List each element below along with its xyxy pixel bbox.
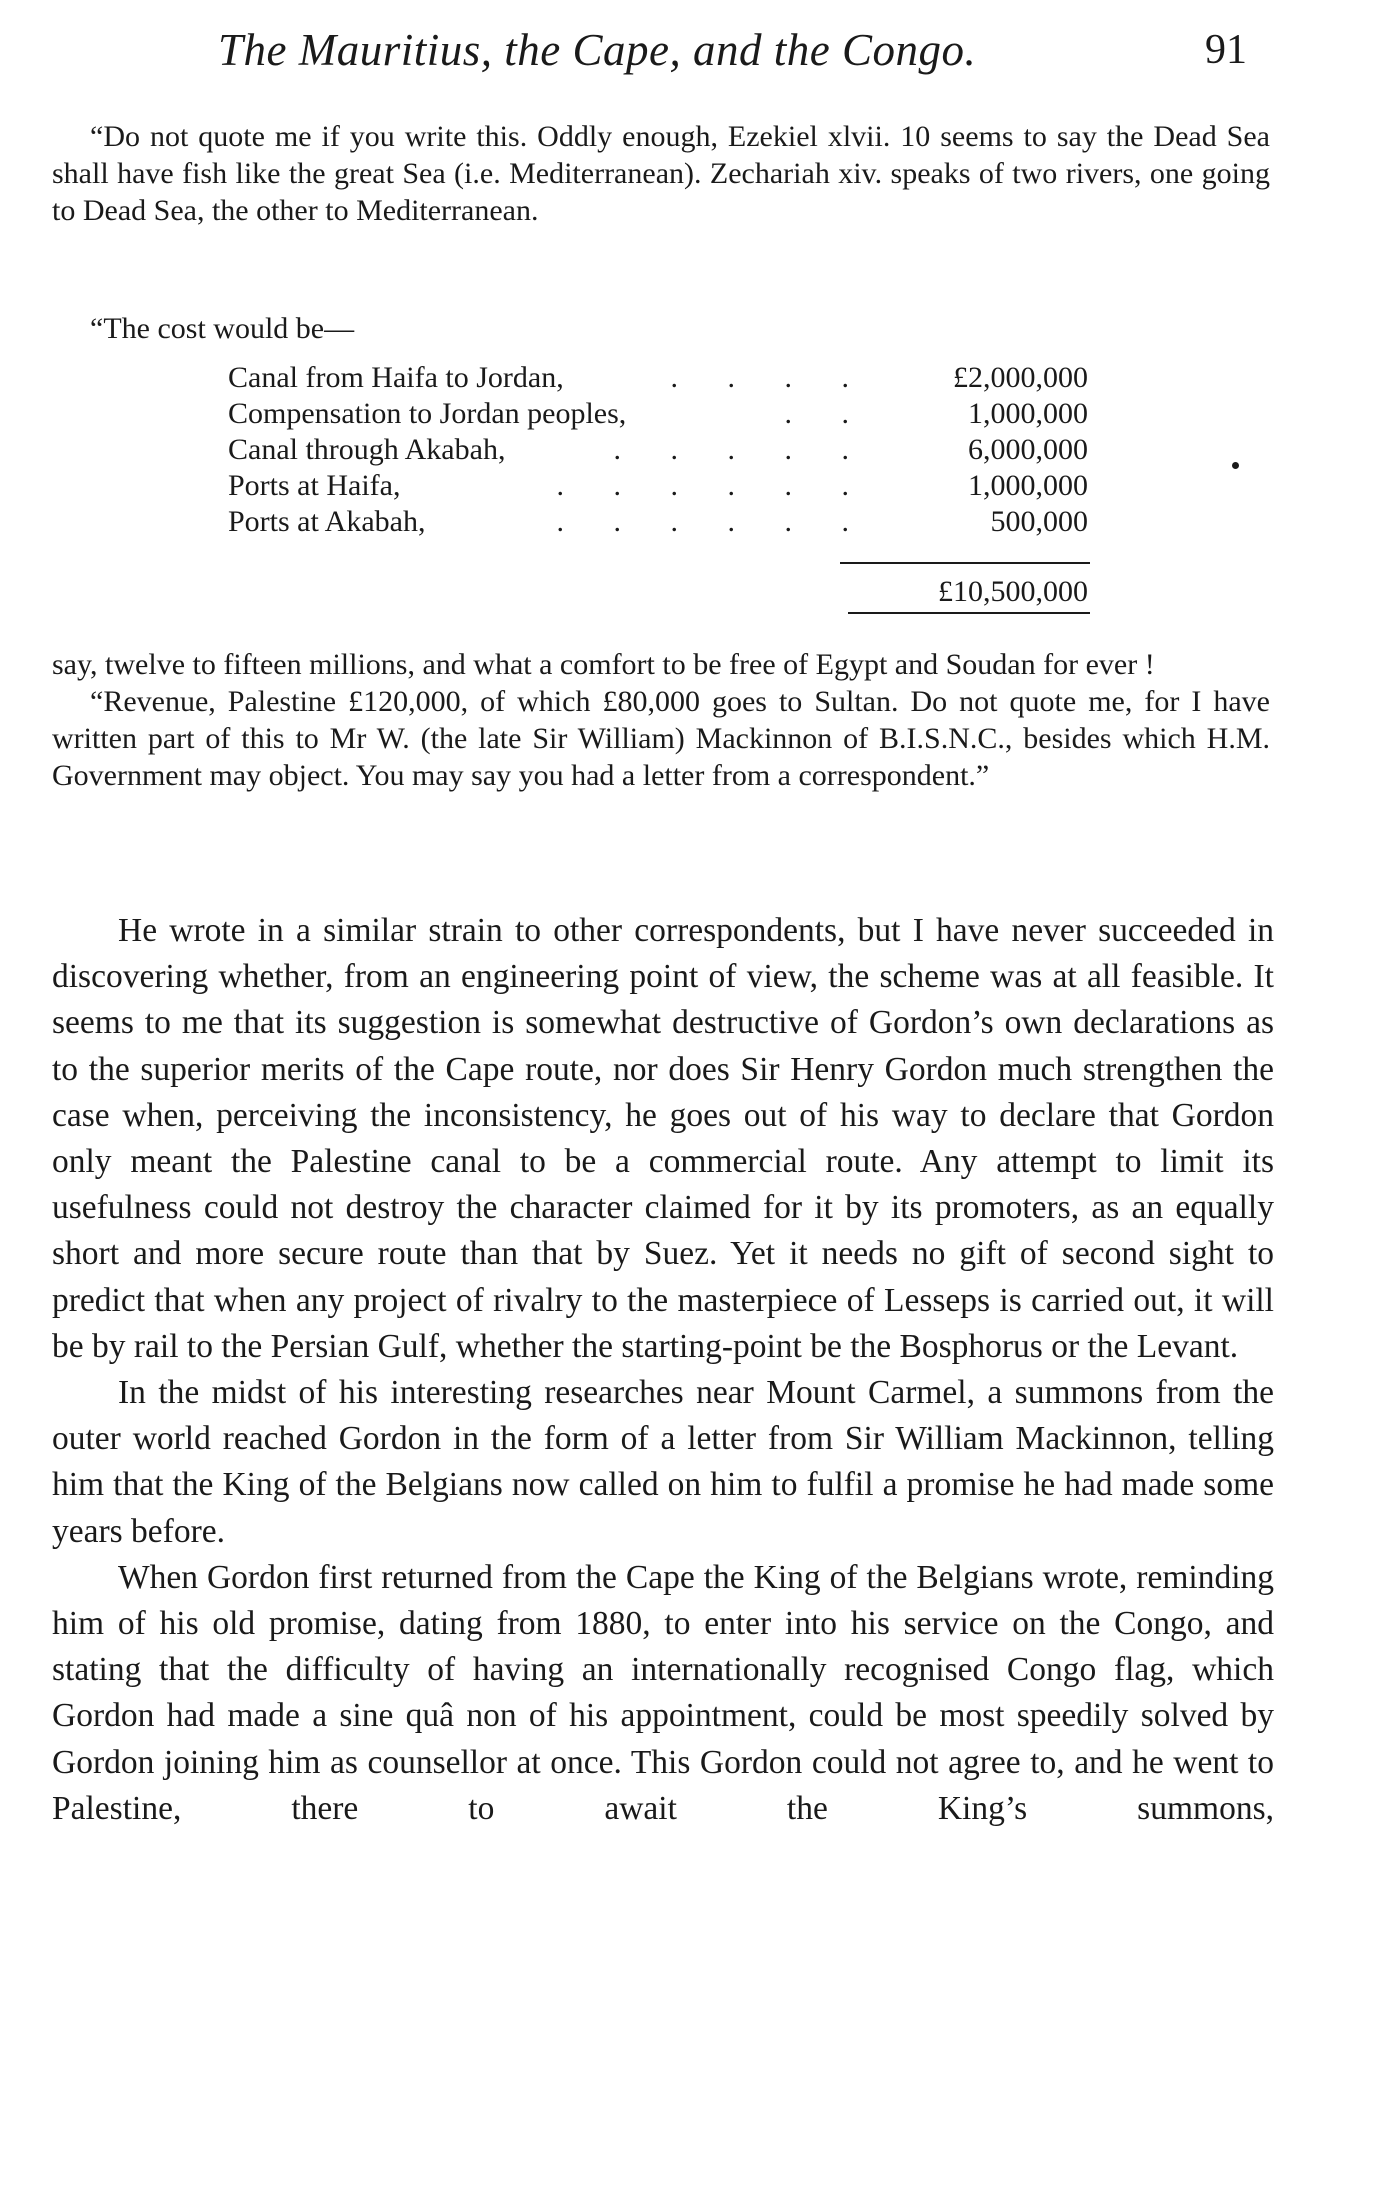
cost-item-label: Canal through Akabah, bbox=[228, 433, 506, 466]
leader-dots: . . . . . . bbox=[556, 469, 870, 502]
cost-row bbox=[228, 396, 1088, 432]
body-paragraph: He wrote in a similar strain to other correspondents, but I have never succeeded in discovering whether, from an engineering point of view, the scheme was at all feasible. It seems to me that its suggestion is somewhat destructive of Gordon’s own declarations as to the superior merits of the Cape route, nor does Sir Henry Gordon much strengthen the case when, perceiving the inconsistency, he goes out of his way to declare that Gordon only meant the Palestine canal to be a commercial route. Any attempt to limit its usefulness could not destroy the character claimed for it by its promoters, as an equally short and more secure route than that by Suez. Yet it needs no gift of second sight to predict that when any project of rivalry to the masterpiece of Lesseps is carried out, it will be by rail to the Persian Gulf, whether the starting-point be the Bosphorus or the Levant. bbox=[52, 912, 1274, 1365]
page-header bbox=[0, 18, 1395, 78]
sum-rule bbox=[840, 562, 1090, 564]
cost-intro: “The cost would be— bbox=[90, 312, 355, 345]
body-text bbox=[52, 908, 1274, 1832]
leader-dots: . . . . . bbox=[613, 433, 870, 466]
cost-item-label: Canal from Haifa to Jordan, bbox=[228, 361, 564, 394]
cost-table bbox=[228, 360, 1088, 540]
cost-item-amount: 1,000,000 bbox=[968, 469, 1088, 502]
cost-item-amount: 500,000 bbox=[990, 505, 1088, 538]
total-underline bbox=[848, 612, 1090, 614]
leader-dots: . . . . bbox=[670, 361, 870, 394]
cost-item-label: Ports at Akabah, bbox=[228, 505, 426, 538]
cost-row bbox=[228, 504, 1088, 540]
page-number: 91 bbox=[1205, 27, 1247, 73]
quoted-letter-opening bbox=[52, 118, 1270, 229]
cost-item-label: Ports at Haifa, bbox=[228, 469, 401, 502]
body-paragraph: When Gordon first returned from the Cape the King of the Belgians wrote, reminding him of his old promise, dating from 1880, to enter into his service on the Congo, and stating that the difficulty of having an internationally recognised Congo flag, which Gordon had made a sine quâ non of his appointment, could be most speedily solved by Gordon joining him as counsellor at once. This Gordon could not agree to, and he went to Palestine, there to await the King’s summons, bbox=[52, 1558, 1274, 1827]
cost-item-amount: 1,000,000 bbox=[968, 397, 1088, 430]
cost-item-amount: 6,000,000 bbox=[968, 433, 1088, 466]
running-title: The Mauritius, the Cape, and the Congo. bbox=[218, 25, 977, 75]
quoted-letter-closing bbox=[52, 646, 1270, 794]
quote-paragraph: say, twelve to fifteen millions, and what a comfort to be free of Egypt and Soudan for ever ! bbox=[52, 648, 1155, 681]
cost-row bbox=[228, 468, 1088, 504]
leader-dots: . . bbox=[784, 397, 870, 430]
cost-item-label: Compensation to Jordan peoples, bbox=[228, 397, 627, 430]
body-paragraph: In the midst of his interesting researches near Mount Carmel, a summons from the outer world reached Gordon in the form of a letter from Sir William Mackinnon, telling him that the King of the Belgians now called on him to fulfil a promise he had made some years before. bbox=[52, 1374, 1274, 1550]
cost-row bbox=[228, 360, 1088, 396]
cost-item-amount: £2,000,000 bbox=[953, 361, 1088, 394]
leader-dots: . . . . . . bbox=[556, 505, 870, 538]
cost-row bbox=[228, 432, 1088, 468]
quote-paragraph: “Revenue, Palestine £120,000, of which £80,000 goes to Sultan. Do not quote me, for I have written part of this to Mr W. (the late Sir William) Mackinnon of B.I.S.N.C., besides which H.M. Government may object. You may say you had a letter from a correspondent.” bbox=[52, 685, 1270, 792]
margin-mark bbox=[1232, 462, 1239, 469]
quote-paragraph: “Do not quote me if you write this. Oddly enough, Ezekiel xlvii. 10 seems to say the Dead Sea shall have fish like the great Sea (i.e. Mediterranean). Zechariah xiv. speaks of two rivers, one going to Dead Sea, the other to Mediterranean. bbox=[52, 120, 1270, 227]
cost-total: £10,500,000 bbox=[938, 575, 1088, 608]
